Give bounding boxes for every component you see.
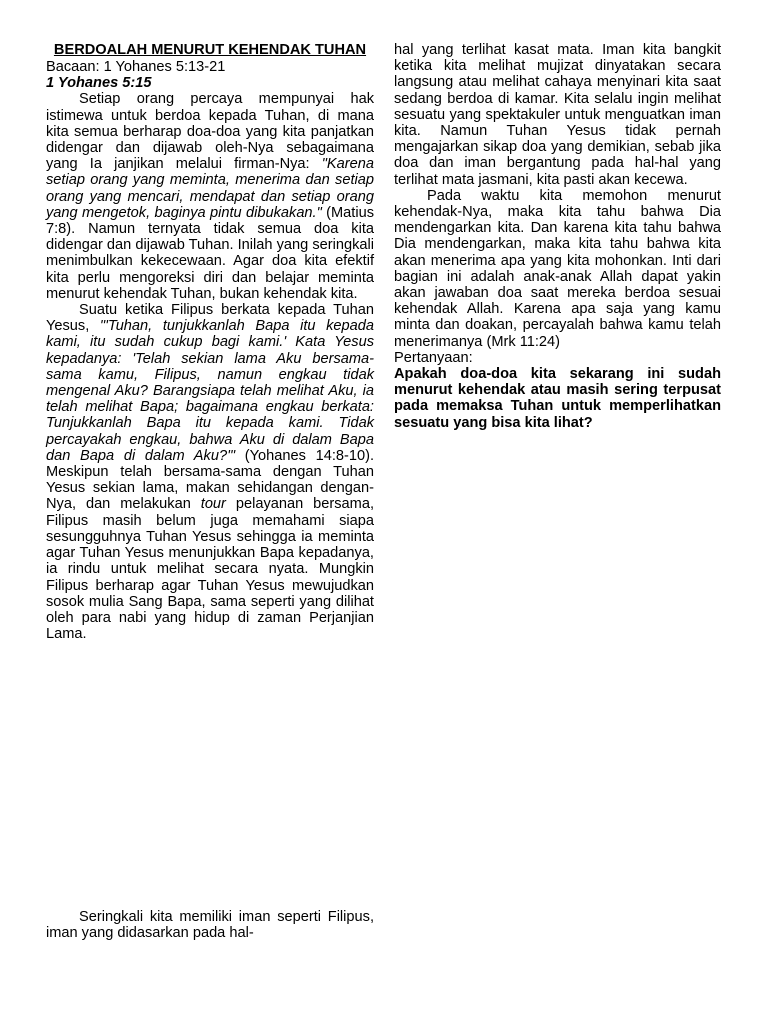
paragraph-2-text-a: Suatu ketika Filipus berkata kepada Tuhan Yesus, <box>46 302 374 335</box>
paragraph-2-quote: "'Tuhan, tunjukkanlah Bapa itu kepada kami, itu sudah cukup bagi kami.' Kata Yesus kepadanya: 'Telah sekian lama Aku bersama-sama kamu, Filipus, namun engkau tidak mengenal Aku? Barangsiapa telah melihat Aku, ia telah melihat Bapa; bagaimana engkau berkata: Tunjukkanlah Bapa itu kepada kami. Tidak percayakah engkau, bahwa Aku di dalam Bapa dan Bapa di dalam Aku?'" <box>46 318 374 464</box>
verse-reference: 1 Yohanes 5:15 <box>46 75 152 92</box>
paragraph-4: hal yang terlihat kasat mata. Iman kita bangkit ketika kita melihat mujizat dinyatakan secara langsung atau melihat cahaya menyinari kita saat sedang berdoa di kamar. Kita selalu ingin melihat sesuatu yang spektakuler untuk menguatkan iman kita. Namun Tuhan Yesus tidak pernah mengajarkan sikap doa yang demikian, sebab jika doa dan iman bergantung pada hal-hal yang terlihat mata jasmani, kita pasti akan kecewa. <box>394 42 721 188</box>
paragraph-2-text-c: pelayanan bersama, Filipus masih belum juga memahami siapa sesungguhnya Tuhan Yesus sehingga ia meminta agar Tuhan Yesus menunjukkan Bapa kepadanya, ia rindu untuk melihat secara nyata. Mungkin Filipus berharap agar Tuhan Yesus mewujudkan sosok mulia Sang Bapa, sama seperti yang dilihat oleh para nabi yang hidup di zaman Perjanjian Lama. <box>46 496 374 643</box>
paragraph-3: Seringkali kita memiliki iman seperti Filipus, iman yang didasarkan pada hal- <box>46 909 374 942</box>
left-column <box>46 42 374 642</box>
paragraph-2 <box>46 302 374 642</box>
paragraph-5: Pada waktu kita memohon menurut kehendak-Nya, maka kita tahu bahwa Dia mendengarkan kita. Dan karena kita tahu bahwa Dia mendengarkan, maka kita tahu bahwa kita akan menerima apa yang kita mohonkan. Inti dari bagian ini adalah anak-anak Allah dapat yakin akan jawaban doa saat mereka berdoa sesuai kehendak Allah. Karena apa saja yang kamu minta dan doakan, percayalah bahwa kamu telah menerimanya (Mrk 11:24) <box>394 187 721 350</box>
paragraph-1 <box>46 91 374 302</box>
paragraph-1-quote: "Karena setiap orang yang meminta, menerima dan setiap orang yang mencari, mendapat dan setiap orang yang mengetok, baginya pintu dibukakan." <box>46 156 374 221</box>
paragraph-2-text-b: (Yohanes 14:8-10). Meskipun telah bersama-sama dengan Tuhan Yesus sekian lama, makan sehidangan dengan-Nya, dan melakukan <box>46 447 374 513</box>
paragraph-1-text-a: Setiap orang percaya mempunyai hak istimewa untuk berdoa kepada Tuhan, di mana kita semua berharap doa-doa yang kita panjatkan didengar dan dijawab oleh-Nya sebagaimana yang Ia janjikan melalui firman-Nya: <box>46 91 374 173</box>
reading-reference: Bacaan: 1 Yohanes 5:13-21 <box>46 59 226 75</box>
question-text: Apakah doa-doa kita sekarang ini sudah menurut kehendak atau masih sering terpusat pada memaksa Tuhan untuk memperlihatkan sesuatu yang bisa kita lihat? <box>394 366 721 431</box>
paragraph-1-text-b: (Matius 7:8). Namun ternyata tidak semua doa kita didengar dan dijawab Tuhan. Inilah yang seringkali menimbulkan kekecewaan. Agar doa kita efektif kita perlu mengoreksi diri dan belajar meminta menurut kehendak Tuhan, bukan kehendak kita. <box>46 204 375 302</box>
right-column <box>394 42 721 431</box>
paragraph-2-tour: tour <box>200 496 226 513</box>
left-column-bottom <box>46 909 374 941</box>
page-title: BERDOALAH MENURUT KEHENDAK TUHAN <box>53 42 367 58</box>
question-label: Pertanyaan: <box>394 349 473 366</box>
